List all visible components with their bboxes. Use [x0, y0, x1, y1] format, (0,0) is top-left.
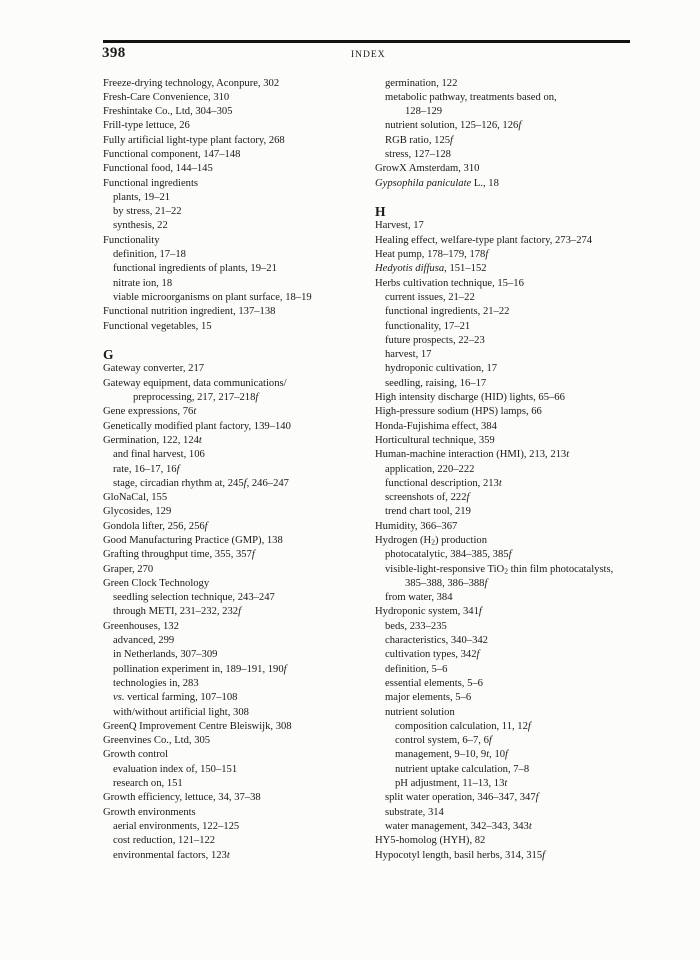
entry-text: Green Clock Technology — [103, 577, 210, 589]
entry-text: Functional vegetables, 15 — [103, 320, 212, 332]
entry-text: Grafting throughput time, 355, 357 — [103, 549, 252, 561]
entry-text: Good Manufacturing Practice (GMP), 138 — [103, 535, 283, 546]
entry-italic: f — [476, 649, 480, 661]
entry-italic: f — [204, 520, 208, 532]
entry-text: 128–129 — [405, 106, 443, 118]
index-entry — [375, 334, 645, 348]
index-entry — [103, 720, 371, 734]
entry-text: 385–388, 386–388 — [405, 577, 485, 589]
index-entry — [375, 791, 645, 805]
entry-subscript: 2 — [504, 566, 508, 576]
entry-italic: t — [226, 849, 230, 861]
index-entry — [103, 234, 371, 248]
entry-text: Fully artificial light-type plant factory, 268 — [103, 134, 285, 146]
entry-text: future prospects, 22–23 — [385, 334, 485, 346]
entry-text: definition, 17–18 — [113, 249, 186, 261]
entry-text: Horticultural technique, 359 — [375, 434, 495, 446]
entry-text: plants, 19–21 — [113, 191, 171, 203]
index-entry — [103, 505, 371, 519]
entry-text: Fresh-Care Convenience, 310 — [103, 91, 230, 103]
index-entry — [375, 706, 645, 720]
entry-text: definition, 5–6 — [385, 663, 448, 675]
entry-italic: t — [566, 449, 570, 461]
index-entry — [375, 605, 645, 619]
entry-text: essential elements, 5–6 — [385, 677, 483, 689]
index-entry — [103, 520, 371, 534]
entry-text: germination, 122 — [385, 77, 458, 89]
index-entry — [103, 262, 371, 276]
index-entry — [103, 362, 371, 376]
index-entry — [375, 420, 645, 434]
entry-text: cost reduction, 121–122 — [113, 835, 216, 847]
entry-text: Functionality — [103, 234, 160, 246]
index-entry — [375, 834, 645, 848]
entry-text: Growth efficiency, lettuce, 34, 37–38 — [103, 792, 261, 804]
index-entry — [375, 763, 645, 777]
entry-text: Gondola lifter, 256, 256 — [103, 520, 205, 532]
entry-text: High-pressure sodium (HPS) lamps, 66 — [375, 406, 542, 418]
entry-text: trend chart tool, 219 — [385, 506, 471, 518]
entry-italic: f — [238, 606, 242, 618]
index-entry — [103, 734, 371, 748]
entry-text: Humidity, 366–367 — [375, 520, 458, 532]
index-entry — [375, 77, 645, 91]
entry-text: Herbs cultivation technique, 15–16 — [375, 277, 524, 289]
index-entry — [103, 148, 371, 162]
index-entry — [375, 820, 645, 834]
entry-text: by stress, 21–22 — [113, 206, 182, 218]
entry-text: Genetically modified plant factory, 139–140 — [103, 420, 291, 432]
entry-text: seedling selection technique, 243–247 — [113, 592, 275, 604]
entry-text: Honda-Fujishima effect, 384 — [375, 420, 497, 432]
entry-text: stress, 127–128 — [385, 148, 451, 160]
entry-text: split water operation, 346–347, 347 — [385, 792, 536, 804]
entry-text: current issues, 21–22 — [385, 291, 475, 303]
entry-text: rate, 16–17, 16 — [113, 463, 177, 475]
index-entry — [375, 219, 645, 233]
index-entry — [103, 648, 371, 662]
entry-italic: vs. — [113, 692, 125, 704]
index-entry — [375, 291, 645, 305]
index-entry — [103, 706, 371, 720]
section-letter: G — [103, 347, 114, 363]
index-entry — [103, 849, 371, 863]
index-entry — [375, 162, 645, 176]
entry-text: viable microorganisms on plant surface, 18–19 — [113, 291, 312, 303]
entry-italic: t — [198, 434, 202, 446]
index-entry — [375, 134, 645, 148]
entry-text: harvest, 17 — [385, 349, 432, 361]
entry-text: Functional nutrition ingredient, 137–138 — [103, 306, 276, 318]
index-entry — [375, 434, 645, 448]
entry-text: Hydrogen (H — [375, 535, 432, 546]
index-entry — [375, 777, 645, 791]
index-entry — [375, 91, 645, 105]
index-entry — [103, 391, 371, 405]
index-entry — [103, 91, 371, 105]
index-entry — [375, 806, 645, 820]
entry-text: Hydroponic system, 341 — [375, 606, 479, 618]
entry-italic: Hedyotis diffusa — [375, 263, 445, 275]
index-entry — [103, 663, 371, 677]
index-entry — [103, 77, 371, 91]
entry-italic: f — [535, 792, 539, 804]
entry-text: GloNaCal, 155 — [103, 492, 168, 504]
index-entry — [375, 248, 645, 262]
index-entry — [375, 177, 645, 191]
index-entry — [103, 320, 371, 334]
entry-text: visible-light-responsive TiO — [385, 563, 505, 575]
index-entry — [103, 806, 371, 820]
index-entry — [375, 320, 645, 334]
index-entry — [103, 448, 371, 462]
index-entry — [375, 534, 645, 548]
entry-italic: t — [193, 406, 197, 418]
index-entry — [103, 405, 371, 419]
index-entry — [103, 820, 371, 834]
entry-italic: f — [508, 549, 512, 561]
index-entry — [375, 691, 645, 705]
entry-text: photocatalytic, 384–385, 385 — [385, 549, 509, 561]
entry-text: Hypocotyl length, basil herbs, 314, 315 — [375, 849, 543, 861]
index-entry — [375, 677, 645, 691]
entry-text: , 151–152 — [444, 263, 487, 275]
entry-text: Heat pump, 178–179, 178 — [375, 249, 486, 261]
index-entry — [375, 663, 645, 677]
entry-text: control system, 6–7, 6 — [395, 735, 489, 747]
index-entry — [103, 291, 371, 305]
entry-text: vertical farming, 107–108 — [124, 692, 238, 704]
entry-text: from water, 384 — [385, 592, 453, 604]
index-entry — [103, 691, 371, 705]
entry-text: Growth environments — [103, 806, 196, 818]
entry-text: Growth control — [103, 749, 169, 761]
index-entry — [375, 348, 645, 362]
index-entry — [103, 748, 371, 762]
index-entry — [375, 577, 645, 591]
entry-text: technologies in, 283 — [113, 677, 199, 689]
entry-italic: f — [283, 663, 287, 675]
index-entry — [375, 377, 645, 391]
index-entry — [103, 563, 371, 577]
index-entry — [375, 405, 645, 419]
entry-italic: f — [478, 606, 482, 618]
entry-text: Glycosides, 129 — [103, 506, 172, 518]
entry-text: nutrient solution, 125–126, 126 — [385, 120, 519, 132]
entry-text: Functional component, 147–148 — [103, 148, 241, 160]
index-column — [375, 77, 645, 863]
index-entry — [375, 119, 645, 133]
index-entry — [103, 191, 371, 205]
index-entry — [103, 248, 371, 262]
entry-italic: f — [255, 392, 259, 404]
entry-text: characteristics, 340–342 — [385, 635, 488, 647]
entry-text: Germination, 122, 124 — [103, 434, 199, 446]
index-entry — [103, 205, 371, 219]
entry-text: stage, circadian rhythm at, 245 — [113, 477, 244, 489]
index-entry — [375, 648, 645, 662]
entry-text: through METI, 231–232, 232 — [113, 606, 239, 618]
entry-text: , 246–247 — [246, 477, 289, 489]
entry-text: advanced, 299 — [113, 635, 175, 647]
entry-text: Healing effect, welfare-type plant factory, 273–274 — [375, 234, 593, 246]
index-entry — [375, 849, 645, 863]
entry-text: Greenhouses, 132 — [103, 620, 179, 632]
entry-text: , 10 — [489, 749, 506, 761]
entry-italic: t — [528, 820, 532, 832]
index-entry — [103, 577, 371, 591]
index-entry — [103, 434, 371, 448]
index-entry — [103, 119, 371, 133]
entry-text: metabolic pathway, treatments based on, — [385, 91, 557, 103]
running-header: INDEX — [351, 50, 386, 60]
entry-text: functional ingredients of plants, 19–21 — [113, 263, 277, 275]
index-entry — [103, 548, 371, 562]
index-entry — [375, 234, 645, 248]
index-entry — [103, 605, 371, 619]
entry-text: Frill-type lettuce, 26 — [103, 120, 190, 132]
index-entry — [375, 148, 645, 162]
entry-text: research on, 151 — [113, 778, 183, 790]
index-entry — [375, 463, 645, 477]
entry-italic: t — [486, 749, 490, 761]
entry-text: Gateway equipment, data communications/ — [103, 377, 287, 389]
entry-text: seedling, raising, 16–17 — [385, 377, 487, 389]
entry-italic: f — [542, 849, 546, 861]
index-entry — [103, 763, 371, 777]
blank-line — [375, 191, 645, 205]
entry-text: pH adjustment, 11–13, 13 — [395, 778, 505, 790]
entry-text: application, 220–222 — [385, 463, 475, 475]
index-entry — [375, 548, 645, 562]
entry-italic: f — [488, 735, 492, 747]
entry-italic: f — [450, 134, 453, 146]
entry-text: water management, 342–343, 343 — [385, 820, 529, 832]
entry-text: functionality, 17–21 — [385, 320, 471, 332]
entry-text: High intensity discharge (HID) lights, 65–66 — [375, 392, 565, 404]
entry-text: Functional ingredients — [103, 177, 199, 189]
entry-text: nutrient uptake calculation, 7–8 — [395, 763, 530, 775]
entry-text: L., 18 — [471, 177, 499, 189]
index-entry — [375, 748, 645, 762]
entry-text: RGB ratio, 125 — [385, 134, 451, 146]
index-entry — [103, 277, 371, 291]
index-entry — [103, 591, 371, 605]
blank-line — [103, 334, 371, 348]
entry-text: preprocessing, 217, 217–218 — [133, 392, 256, 404]
entry-text: Freshintake Co., Ltd, 304–305 — [103, 106, 233, 118]
entry-text: Graper, 270 — [103, 563, 154, 575]
entry-text: Harvest, 17 — [375, 220, 424, 232]
entry-italic: t — [498, 477, 502, 489]
index-entry — [375, 362, 645, 376]
index-entry — [375, 491, 645, 505]
entry-text: Functional food, 144–145 — [103, 163, 213, 175]
entry-text: evaluation index of, 150–151 — [113, 763, 238, 775]
index-entry — [375, 620, 645, 634]
entry-subscript: 2 — [431, 537, 435, 547]
index-entry — [375, 277, 645, 291]
entry-text: major elements, 5–6 — [385, 692, 472, 704]
header-rule — [103, 40, 630, 43]
entry-text: hydroponic cultivation, 17 — [385, 363, 498, 375]
entry-text: management, 9–10, 9 — [395, 749, 487, 761]
index-entry — [103, 791, 371, 805]
index-entry — [103, 491, 371, 505]
entry-italic: Gypsophila paniculate — [375, 177, 472, 189]
index-entry — [375, 391, 645, 405]
index-entry — [375, 262, 645, 276]
index-entry — [375, 305, 645, 319]
index-entry — [103, 834, 371, 848]
section-letter: H — [375, 204, 386, 220]
index-entry — [375, 720, 645, 734]
entry-text: aerial environments, 122–125 — [113, 820, 240, 832]
entry-italic: f — [251, 549, 255, 561]
entry-text: composition calculation, 11, 12 — [395, 720, 528, 732]
index-entry — [375, 105, 645, 119]
page-number: 398 — [102, 45, 126, 61]
index-entry — [375, 591, 645, 605]
index-entry — [375, 477, 645, 491]
index-entry — [103, 377, 371, 391]
entry-italic: f — [243, 477, 247, 489]
index-entry — [103, 534, 371, 548]
index-entry — [103, 420, 371, 434]
index-entry — [375, 448, 645, 462]
index-entry — [103, 463, 371, 477]
entry-text: GreenQ Improvement Centre Bleiswijk, 308 — [103, 720, 292, 732]
entry-text: pollination experiment in, 189–191, 190 — [113, 663, 284, 675]
index-entry — [103, 620, 371, 634]
entry-text: beds, 233–235 — [385, 620, 447, 632]
entry-text: substrate, 314 — [385, 806, 444, 818]
index-entry — [103, 677, 371, 691]
index-entry — [103, 634, 371, 648]
entry-italic: f — [176, 463, 180, 475]
index-entry — [103, 305, 371, 319]
index-column — [103, 77, 371, 863]
index-entry — [103, 477, 371, 491]
entry-text: Gateway converter, 217 — [103, 363, 205, 375]
entry-italic: t — [504, 778, 508, 790]
index-entry — [103, 219, 371, 233]
entry-text: Greenvines Co., Ltd, 305 — [103, 735, 211, 747]
entry-text: HY5-homolog (HYH), 82 — [375, 835, 486, 847]
entry-text: nutrient solution — [385, 706, 455, 718]
entry-text: screenshots of, 222 — [385, 492, 467, 504]
entry-italic: f — [505, 749, 508, 761]
entry-text: synthesis, 22 — [113, 220, 168, 232]
index-entry — [103, 162, 371, 176]
entry-text: environmental factors, 123 — [113, 849, 227, 861]
entry-text: Freeze-drying technology, Aconpure, 302 — [103, 77, 280, 89]
entry-text: and final harvest, 106 — [113, 449, 205, 461]
index-entry — [103, 134, 371, 148]
index-entry — [103, 105, 371, 119]
index-entry — [103, 177, 371, 191]
index-entry — [375, 563, 645, 577]
entry-text: functional ingredients, 21–22 — [385, 306, 510, 318]
entry-text: in Netherlands, 307–309 — [113, 649, 218, 661]
entry-text: functional description, 213 — [385, 477, 499, 489]
index-entry — [375, 634, 645, 648]
entry-italic: f — [518, 120, 522, 132]
index-entry — [375, 520, 645, 534]
entry-text: GrowX Amsterdam, 310 — [375, 163, 480, 175]
entry-text: ) production — [434, 535, 488, 546]
entry-text: Gene expressions, 76 — [103, 406, 194, 418]
entry-italic: f — [484, 577, 488, 589]
entry-text: cultivation types, 342 — [385, 649, 477, 661]
entry-text: thin film photocatalysts, — [507, 563, 614, 575]
entry-text: with/without artificial light, 308 — [113, 706, 249, 718]
index-entry — [103, 777, 371, 791]
entry-italic: f — [527, 720, 531, 732]
index-entry — [375, 505, 645, 519]
index-entry — [375, 734, 645, 748]
entry-text: Human-machine interaction (HMI), 213, 213 — [375, 449, 567, 461]
entry-text: nitrate ion, 18 — [113, 277, 173, 289]
entry-italic: f — [466, 492, 470, 504]
entry-italic: f — [485, 249, 489, 261]
